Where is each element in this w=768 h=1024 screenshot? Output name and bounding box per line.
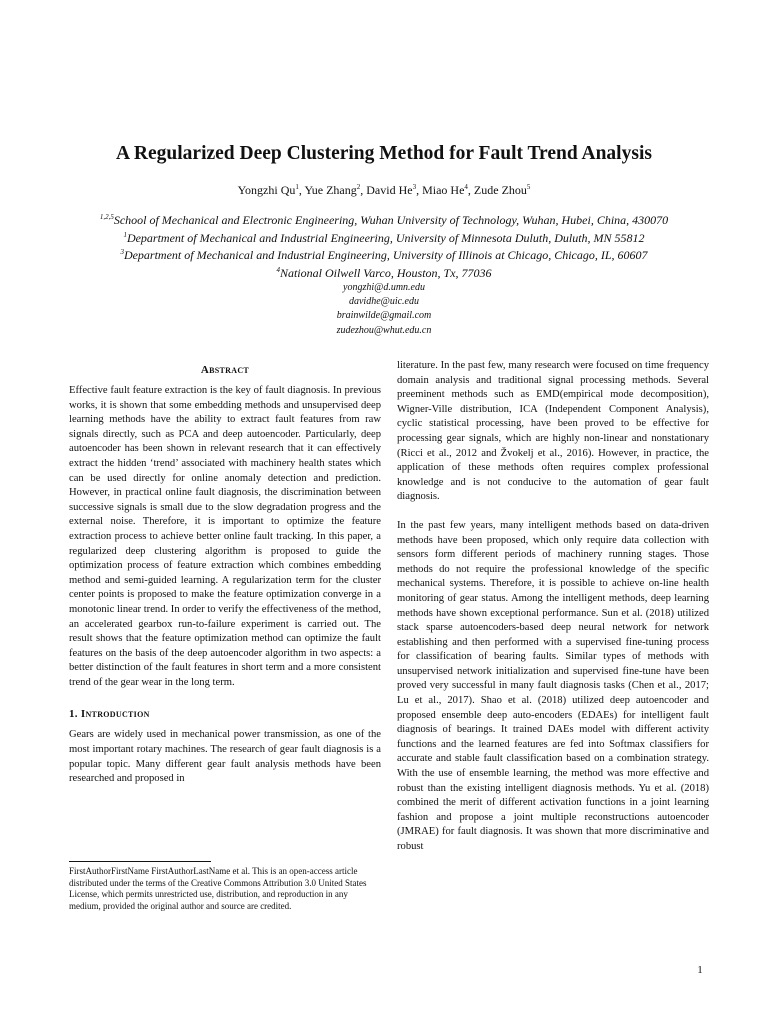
affiliation-sup: 3	[120, 248, 124, 256]
affiliation-sup: 1,2,5	[99, 213, 114, 221]
abstract-text: Effective fault feature extraction is the key of fault diagnosis. In previous works, it is shown that some embedding methods and unsupervised deep learning methods have the ability to extract fault features from raw signals directly, such as PCA and deep autoencoder. Particularly, deep autoencoder has been shown in relevant research that it can effectively extract the hidden ‘trend’ associated with machinery health states which can be used directly for online anomaly detection and prediction. However, in practical online fault diagnosis, the discrimination between successive signals is small due to the slow degradation progress and the external noise. Therefore, it is important to optimize the feature extraction process to achieve better online fault tracking. In this paper, a regularized deep clustering algorithm is proposed to guide the optimization process of feature extraction which combines embedding method and semi-guided learning. A regularization term for the cluster center points is proposed to make the feature optimization converge in a monotonic linear trend. In order to verify the effectiveness of the method, an accelerated gearbox run-to-failure experiment is carried out. The result shows that the feature optimization method can optimize the fault features on the basis of the deep autoencoder algorithm in two aspects: a better distinction of the fault features in short term and a more consistent trend of the gear wear in the long term.	[69, 385, 381, 688]
author-name: Yue Zhang	[304, 183, 357, 197]
affiliation-text: Department of Mechanical and Industrial Engineering, University of Minnesota Duluth, Duluth, MN 55812	[126, 230, 645, 245]
affiliation-line	[40, 265, 728, 283]
author-name: David He	[366, 183, 413, 197]
right-column	[397, 359, 709, 855]
affiliation-line	[40, 212, 728, 230]
affiliation-sup: 1	[123, 230, 127, 239]
affiliation-text: School of Mechanical and Electronic Engineering, Wuhan University of Technology, Wuhan, Hubei, China, 430070	[113, 213, 669, 227]
author-sup: 5	[526, 183, 531, 191]
affiliation-line	[40, 247, 728, 265]
footnote-rule	[69, 861, 211, 862]
page-number: 1	[697, 964, 703, 976]
affiliation-line	[40, 230, 728, 248]
intro-paragraph: Gears are widely used in mechanical power transmission, as one of the most important rotary machines. The research of gear fault diagnosis is a popular topic. Many different gear fault analysis methods have been researched and proposed in	[69, 729, 381, 785]
author-name: Zude Zhou	[473, 183, 527, 197]
body-paragraph: literature. In the past few, many research were focused on time frequency domain analysis and traditional signal processing methods. Several preeminent methods such as EMD(empirical mode decomposition), Wigner-Ville distribution, ICA (Independent Component Analysis), cyclic statistical processing, have been proved to be effective for processing gear signals, which are highly non-linear and nonstationary (Ricci et al., 2012 and Žvokelj et al., 2016). However, in practice, the application of these methods often requires complex professional knowledge and is not conducive to the automation of gear fault diagnosis.	[397, 360, 709, 503]
left-column	[69, 362, 381, 787]
author-name: Miao He	[422, 183, 465, 197]
author-sup: 3	[412, 183, 417, 191]
author-sup: 4	[464, 183, 468, 191]
author-sup: 1	[295, 183, 299, 191]
affiliation-sup: 4	[276, 265, 280, 274]
author-list: Yongzhi Qu$^1$, Yue Zhang$^2$, David He$^3$, Miao He$^4$, Zude Zhou$^5$	[237, 183, 531, 197]
footnote-text: FirstAuthorFirstName FirstAuthorLastName et al. This is an open-access article distributed under the terms of the Creative Commons Attribution 3.0 United States License, which permits unrestricted use, distribution, and reproduction in any medium, provided the original author and source are credited.	[69, 866, 367, 911]
affiliation-list	[40, 212, 728, 282]
introduction-heading: 1. Introduction	[69, 708, 150, 721]
paper-title: A Regularized Deep Clustering Method for Fault Trend Analysis	[116, 143, 652, 164]
email-link[interactable]: zudezhou@whut.edu.cn	[336, 324, 432, 336]
paragraph-gap	[397, 505, 709, 519]
affiliation-text: Department of Mechanical and Industrial Engineering, University of Illinois at Chicago, Chicago, IL, 60607	[123, 248, 648, 262]
email-link[interactable]: yongzhi@d.umn.edu	[343, 282, 425, 293]
email-link[interactable]: davidhe@uic.edu	[348, 296, 419, 308]
author-sup: 2	[356, 183, 361, 191]
body-paragraph: In the past few years, many intelligent methods based on data-driven methods have been proposed, which only require data collection with sensors form different periods of machinery running stages. Those methods do not require the professional knowledge of the specific mechanical systems. Therefore, it is possible to achieve on-line health monitoring of gear status. Among the intelligent methods, deep learning methods have shown exceptional performance. Sun et al. (2018) utilized stack sparse autoencoders-based deep neural network for network establishing and then performed with a supervised fine-tuning process for classification of bearing faults. Similar types of methods with unsupervised network initialization and supervised fine-tune have been proved very successful in many fault diagnosis tasks (Chen et al., 2017; Lu et al., 2017). Shao et al. (2018) utilized deep autoencoder and proposed ensemble deep auto-encoders (EDAEs) for intelligent fault diagnosis of bearings. It trained DAEs model with different activity functions and the learned features are fed into Softmax classifiers for accurate and stable fault classification based on a combination strategy. With the use of ensemble learning, the method was more effective and robust than the existing intelligent diagnosis methods. Yu et al. (2018) combined the merit of different activation functions in a joint learning fashion and propose a joint multiple reconstructions autoencoder (JMRAE) for fault diagnosis. It was shown that more discriminative and robust	[397, 519, 709, 852]
footnote	[69, 861, 381, 912]
author-name: Yongzhi Qu	[237, 183, 296, 197]
email-link[interactable]: brainwilde@gmail.com	[336, 310, 432, 322]
affiliation-text: National Oilwell Varco, Houston, Tx, 77036	[279, 265, 492, 280]
email-list	[40, 281, 728, 338]
abstract-heading: Abstract	[200, 364, 250, 376]
